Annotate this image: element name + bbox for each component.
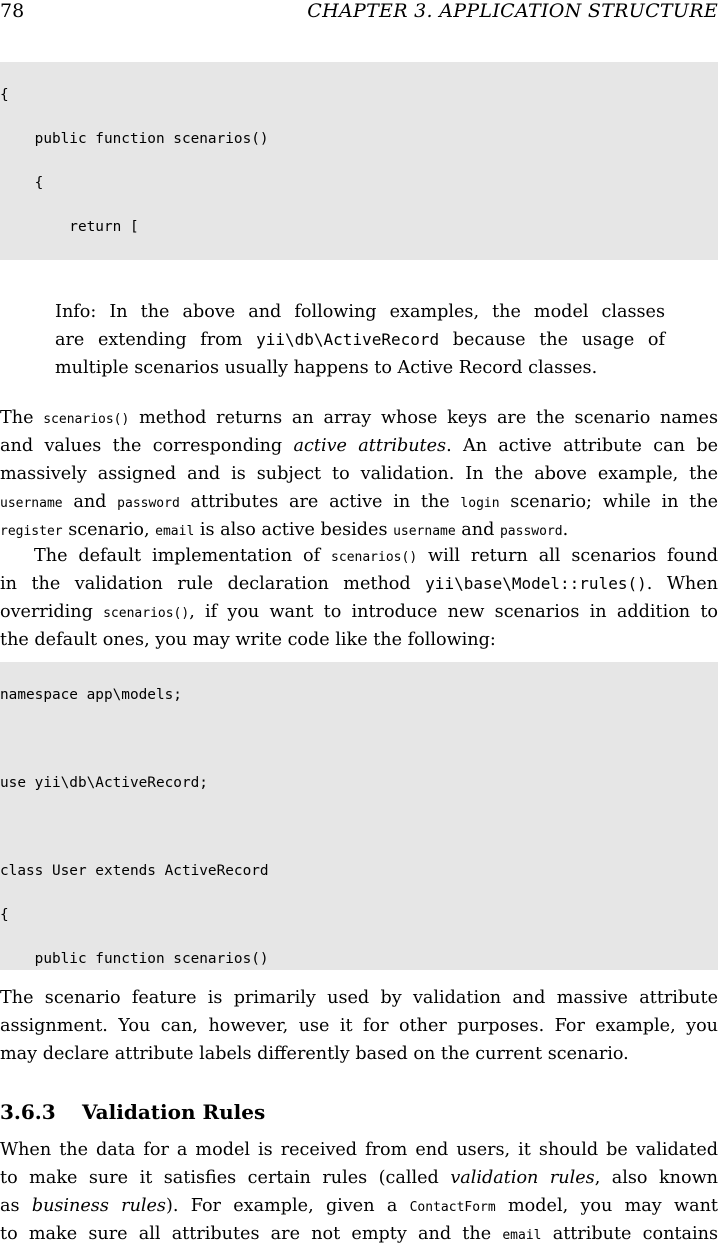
code-line xyxy=(0,816,718,838)
paragraph-scenario-feature xyxy=(0,984,718,1068)
section-number: 3.6.3 xyxy=(0,1100,56,1124)
chapter-title: CHAPTER 3. APPLICATION STRUCTURE xyxy=(307,0,718,22)
paragraph-line: register scenario, email is also active besides username and password. xyxy=(0,520,569,540)
paragraph-validation xyxy=(0,1136,718,1248)
code-line: class User extends ActiveRecord xyxy=(0,863,269,879)
section-heading xyxy=(0,1098,718,1126)
code-line: use yii\db\ActiveRecord; xyxy=(0,775,208,791)
section-title: Validation Rules xyxy=(82,1100,266,1124)
paragraph-line: overriding scenarios(), if you want to introduce new scenarios in addition to xyxy=(0,602,718,622)
code-block-scenarios xyxy=(0,62,718,260)
page-number: 78 xyxy=(0,0,25,22)
code-line xyxy=(0,728,718,750)
code-line: public function scenarios() xyxy=(0,131,269,147)
paragraph-line: in the validation rule declaration method yii\base\Model::rules(). When xyxy=(0,574,718,594)
paragraph-line: massively assigned and is subject to validation. In the above example, the xyxy=(0,464,718,484)
paragraph-line: The default implementation of scenarios() will return all scenarios found xyxy=(34,546,718,566)
paragraph-default-implementation xyxy=(0,542,718,654)
info-line: Info: In the above and following examples, the model classes xyxy=(55,302,665,322)
info-line: multiple scenarios usually happens to Active Record classes. xyxy=(55,358,598,378)
paragraph-line: When the data for a model is received from end users, it should be validated xyxy=(0,1140,718,1160)
code-block-user-class xyxy=(0,662,718,970)
paragraph-line: to make sure it satisfies certain rules (called validation rules, also known xyxy=(0,1168,718,1188)
paragraph-line: The scenarios() method returns an array whose keys are the scenario names xyxy=(0,408,718,428)
info-note xyxy=(55,298,665,382)
code-line: { xyxy=(0,175,44,191)
info-line: are extending from yii\db\ActiveRecord because the usage of xyxy=(55,330,665,350)
paragraph-scenarios xyxy=(0,404,718,544)
paragraph-line: username and password attributes are active in the login scenario; while in the xyxy=(0,492,718,512)
code-line: return [ xyxy=(0,219,139,235)
paragraph-line: to make sure all attributes are not empty and the email attribute contains xyxy=(0,1224,718,1244)
code-line: { xyxy=(0,87,9,103)
paragraph-line: as business rules). For example, given a ContactForm model, you may want xyxy=(0,1196,718,1216)
code-line: public function scenarios() xyxy=(0,951,269,967)
running-header xyxy=(0,0,718,24)
paragraph-line: The scenario feature is primarily used by validation and massive attribute xyxy=(0,988,718,1008)
paragraph-line: the default ones, you may write code like the following: xyxy=(0,630,496,650)
paragraph-line: and values the corresponding active attributes. An active attribute can be xyxy=(0,436,718,456)
paragraph-line: assignment. You can, however, use it for other purposes. For example, you xyxy=(0,1016,718,1036)
paragraph-line: may declare attribute labels differently based on the current scenario. xyxy=(0,1044,629,1064)
code-line: { xyxy=(0,907,9,923)
code-line: namespace app\models; xyxy=(0,687,182,703)
